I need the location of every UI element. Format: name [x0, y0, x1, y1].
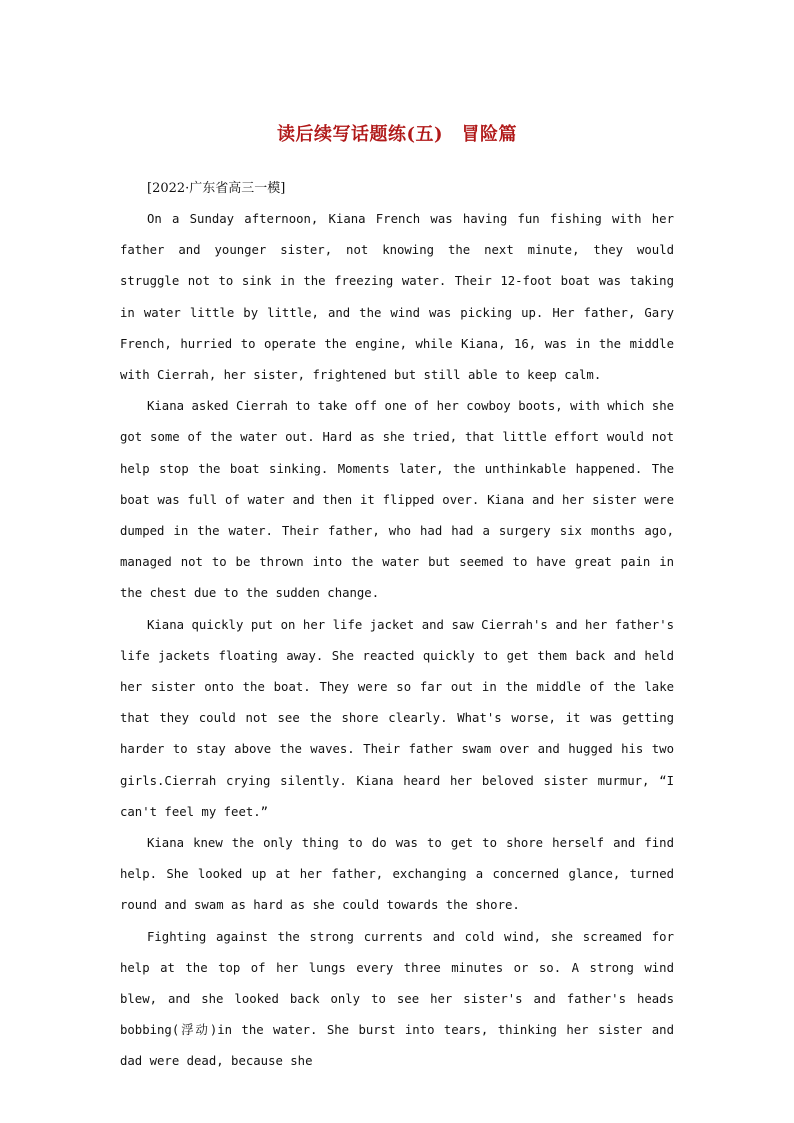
passage-body: [120, 204, 674, 1078]
source-citation: [2022·广东省高三一模]: [147, 181, 286, 196]
paragraph: On a Sunday afternoon, Kiana French was having fun fishing with her father and younger sister, not knowing the next minute, they would struggle not to sink in the freezing water. Their 12-foot boat was taking in water little by little, and the wind was picking up. Her father, Gary French, hurried to operate the engine, while Kiana, 16, was in the middle with Cierrah, her sister, frightened but still able to keep calm.: [120, 212, 674, 383]
paragraph: Fighting against the strong currents and cold wind, she screamed for help at the top of her lungs every three minutes or so. A strong wind blew, and she looked back only to see her sister's and father's heads bobbing(浮动)in the water. She burst into tears, thinking her sister and dad were dead, because she: [120, 929, 674, 1069]
page-title: 读后续写话题练(五) 冒险篇: [276, 124, 518, 145]
paragraph: Kiana knew the only thing to do was to get to shore herself and find help. She looked up at her father, exchanging a concerned glance, turned round and swam as hard as she could towards the shore.: [120, 836, 674, 913]
paragraph: Kiana asked Cierrah to take off one of her cowboy boots, with which she got some of the water out. Hard as she tried, that little effort would not help stop the boat sinking. Moments later, the unthinkable happened. The boat was full of water and then it flipped over. Kiana and her sister were dumped in the water. Their father, who had had a surgery six months ago, managed not to be thrown into the water but seemed to have great pain in the chest due to the sudden change.: [120, 399, 674, 601]
paragraph: Kiana quickly put on her life jacket and saw Cierrah's and her father's life jackets floating away. She reacted quickly to get them back and held her sister onto the boat. They were so far out in the middle of the lake that they could not see the shore clearly. What's worse, it was getting harder to stay above the waves. Their father swam over and hugged his two girls.Cierrah crying silently. Kiana heard her beloved sister murmur, “I can't feel my feet.”: [120, 617, 674, 819]
